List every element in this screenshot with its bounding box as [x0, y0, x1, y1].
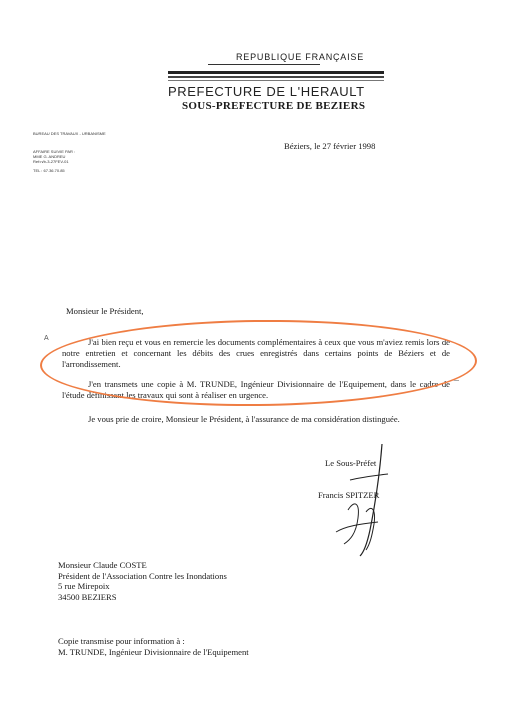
bureau-label: BUREAU DES TRAVAUX - URBANISME: [33, 131, 106, 136]
recipient-line: 34500 BEZIERS: [58, 591, 117, 602]
affaire-block: [33, 149, 75, 173]
salutation: Monsieur le Président,: [66, 306, 144, 316]
header-band: [168, 80, 384, 81]
recipient-line: Monsieur Claude COSTE: [58, 560, 147, 570]
paragraph-1: J'ai bien reçu et vous en remercie les documents complémentaires à ceux que vous m'aviez remis lors de notre entretien et concernant les débits des crues enregistrés dans certains points de Béziers et de l'arrondissement.: [62, 337, 450, 369]
prefecture-title: PREFECTURE DE L'HERAULT: [168, 84, 365, 99]
copy-notice: [58, 636, 249, 657]
margin-mark-right: —: [452, 377, 459, 384]
signatory-title: Le Sous-Préfet: [325, 458, 377, 468]
handwritten-signature: [330, 440, 400, 560]
telephone: TEL : 67.36.70.85: [33, 168, 65, 173]
margin-mark-left: A: [44, 335, 49, 342]
recipient-line: 5 rue Mirepoix: [58, 581, 110, 591]
sous-prefecture-title: SOUS-PREFECTURE DE BEZIERS: [182, 100, 366, 112]
republique-heading: REPUBLIQUE FRANÇAISE: [235, 52, 365, 62]
paragraph-closing: Je vous prie de croire, Monsieur le Président, à l'assurance de ma considération distinguée.: [88, 414, 400, 424]
copy-line: M. TRUNDE, Ingénieur Divisionnaire de l'Equipement: [58, 646, 249, 657]
heading-underline: [208, 64, 320, 65]
recipient-line: Président de l'Association Contre les Inondations: [58, 570, 227, 581]
letter-date: Béziers, le 27 février 1998: [284, 141, 376, 151]
header-band: [168, 76, 384, 78]
affaire-name: MME G. ANDREU: [33, 154, 66, 159]
affaire-label: AFFAIRE SUIVIE PAR :: [33, 149, 76, 154]
signatory-name: Francis SPITZER: [318, 490, 380, 500]
reference: Ref:n/b-3-27FEV-01: [33, 159, 69, 164]
copy-line: Copie transmise pour information à :: [58, 636, 185, 646]
paragraph-2: J'en transmets une copie à M. TRUNDE, Ingénieur Divisionnaire de l'Equipement, dans le cadre de l'étude définissant les travaux qui sont à réaliser en urgence.: [62, 379, 450, 400]
recipient-address: [58, 560, 227, 602]
header-band: [168, 71, 384, 74]
